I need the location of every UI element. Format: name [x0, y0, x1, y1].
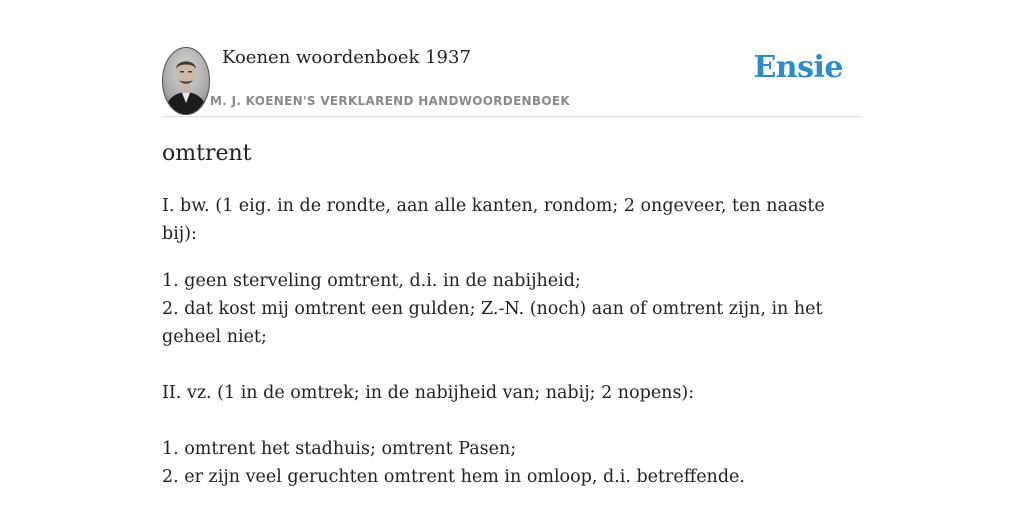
sense-2-example: 1. omtrent het stadhuis; omtrent Pasen;	[162, 439, 517, 459]
brand-logo[interactable]: Ensie	[753, 50, 843, 85]
sense-1-example: 2. dat kost mij omtrent een gulden; Z.-N. (noch) aan of omtrent zijn, in het geheel niet;	[162, 299, 823, 347]
book-title[interactable]: Koenen woordenboek 1937	[222, 47, 471, 68]
sense-1-example: 1. geen sterveling omtrent, d.i. in de nabijheid;	[162, 271, 581, 291]
headword: omtrent	[162, 141, 252, 166]
sense-2-example: 2. er zijn veel geruchten omtrent hem in omloop, d.i. betreffende.	[162, 467, 745, 487]
book-subtitle: M. J. KOENEN'S VERKLAREND HANDWOORDENBOEK	[210, 94, 570, 108]
dictionary-entry	[162, 138, 862, 491]
author-portrait-icon	[162, 47, 210, 115]
sense-2-heading: II. vz. (1 in de omtrek; in de nabijheid van; nabij; 2 nopens):	[162, 383, 695, 403]
sense-1-heading: I. bw. (1 eig. in de rondte, aan alle kanten, rondom; 2 ongeveer, ten naaste bij):	[162, 196, 825, 244]
dictionary-header	[162, 44, 862, 117]
